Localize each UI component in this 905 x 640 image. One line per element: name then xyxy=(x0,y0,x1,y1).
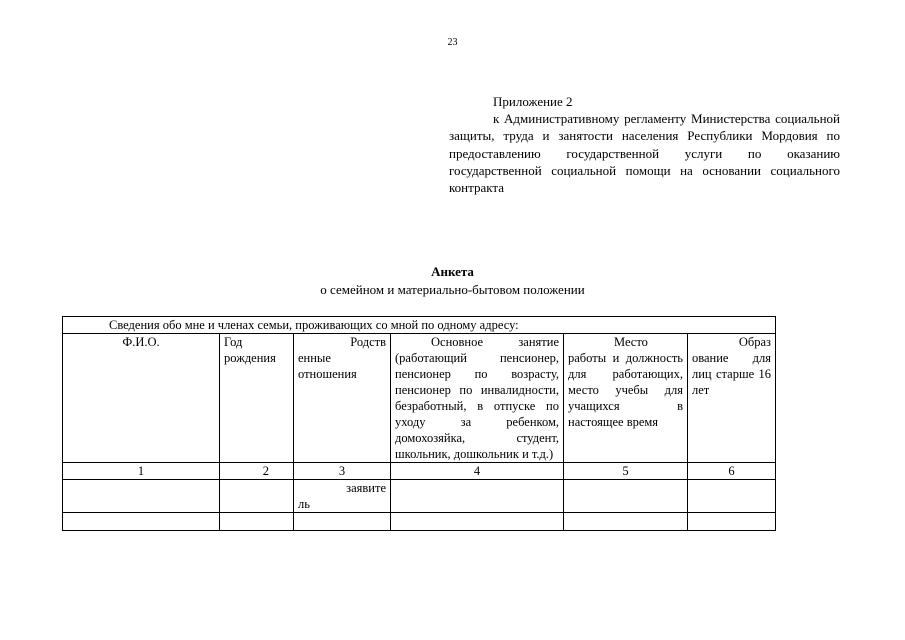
table-cell xyxy=(391,513,564,531)
applicant-part1: заявите xyxy=(346,481,386,495)
header-birth-year: Год рождения xyxy=(220,334,294,463)
column-number: 3 xyxy=(294,463,391,480)
applicant-cell xyxy=(294,480,391,513)
header-relation xyxy=(294,334,391,463)
appendix-title: Приложение 2 xyxy=(493,94,573,109)
column-number-row xyxy=(63,463,776,480)
header-education xyxy=(688,334,776,463)
column-number: 1 xyxy=(63,463,220,480)
page-number: 23 xyxy=(447,37,458,48)
table-cell xyxy=(63,480,220,513)
table-header-row xyxy=(63,334,776,463)
table-caption: Сведения обо мне и членах семьи, проживающих со мной по одному адресу: xyxy=(63,317,776,334)
applicant-part2: ль xyxy=(298,497,310,511)
table-row xyxy=(63,513,776,531)
header-education-part1: Образ xyxy=(738,335,771,349)
table-cell xyxy=(220,480,294,513)
table-caption-row xyxy=(63,317,776,334)
header-occupation: Основное занятие (работающий пенсионер, пенсионер по возрасту, пенсионер по инвалидности, безработный, в отпуске по уходу за ребенком, домохозяйка, студент, школьник, дошкольник и т.д.) xyxy=(391,334,564,463)
header-relation-part1: Родств xyxy=(350,335,386,349)
table-cell xyxy=(220,513,294,531)
table-cell xyxy=(688,513,776,531)
header-relation-part2: енные отношения xyxy=(298,351,357,381)
header-fio: Ф.И.О. xyxy=(63,334,220,463)
document-title: Анкета xyxy=(431,264,474,279)
column-number: 5 xyxy=(564,463,688,480)
column-number: 2 xyxy=(220,463,294,480)
family-info-table xyxy=(62,316,776,531)
table-row xyxy=(63,480,776,513)
table-cell xyxy=(564,513,688,531)
column-number: 6 xyxy=(688,463,776,480)
header-education-part2: ование для лиц старше 16 лет xyxy=(692,351,771,397)
appendix-text: к Административному регламенту Министерства социальной защиты, труда и занятости населения Республики Мордовия по предоставлению государственной услуги по оказанию государственной социальной помощи на основании социального контракта xyxy=(449,111,840,196)
table-cell xyxy=(391,480,564,513)
table-cell xyxy=(294,513,391,531)
column-number: 4 xyxy=(391,463,564,480)
table-cell xyxy=(688,480,776,513)
appendix-block xyxy=(449,93,840,196)
header-workplace: Место работы и должность для работающих, место учебы для учащихся в настоящее время xyxy=(564,334,688,463)
document-subtitle: о семейном и материально-бытовом положении xyxy=(320,282,585,297)
table-cell xyxy=(564,480,688,513)
table-cell xyxy=(63,513,220,531)
